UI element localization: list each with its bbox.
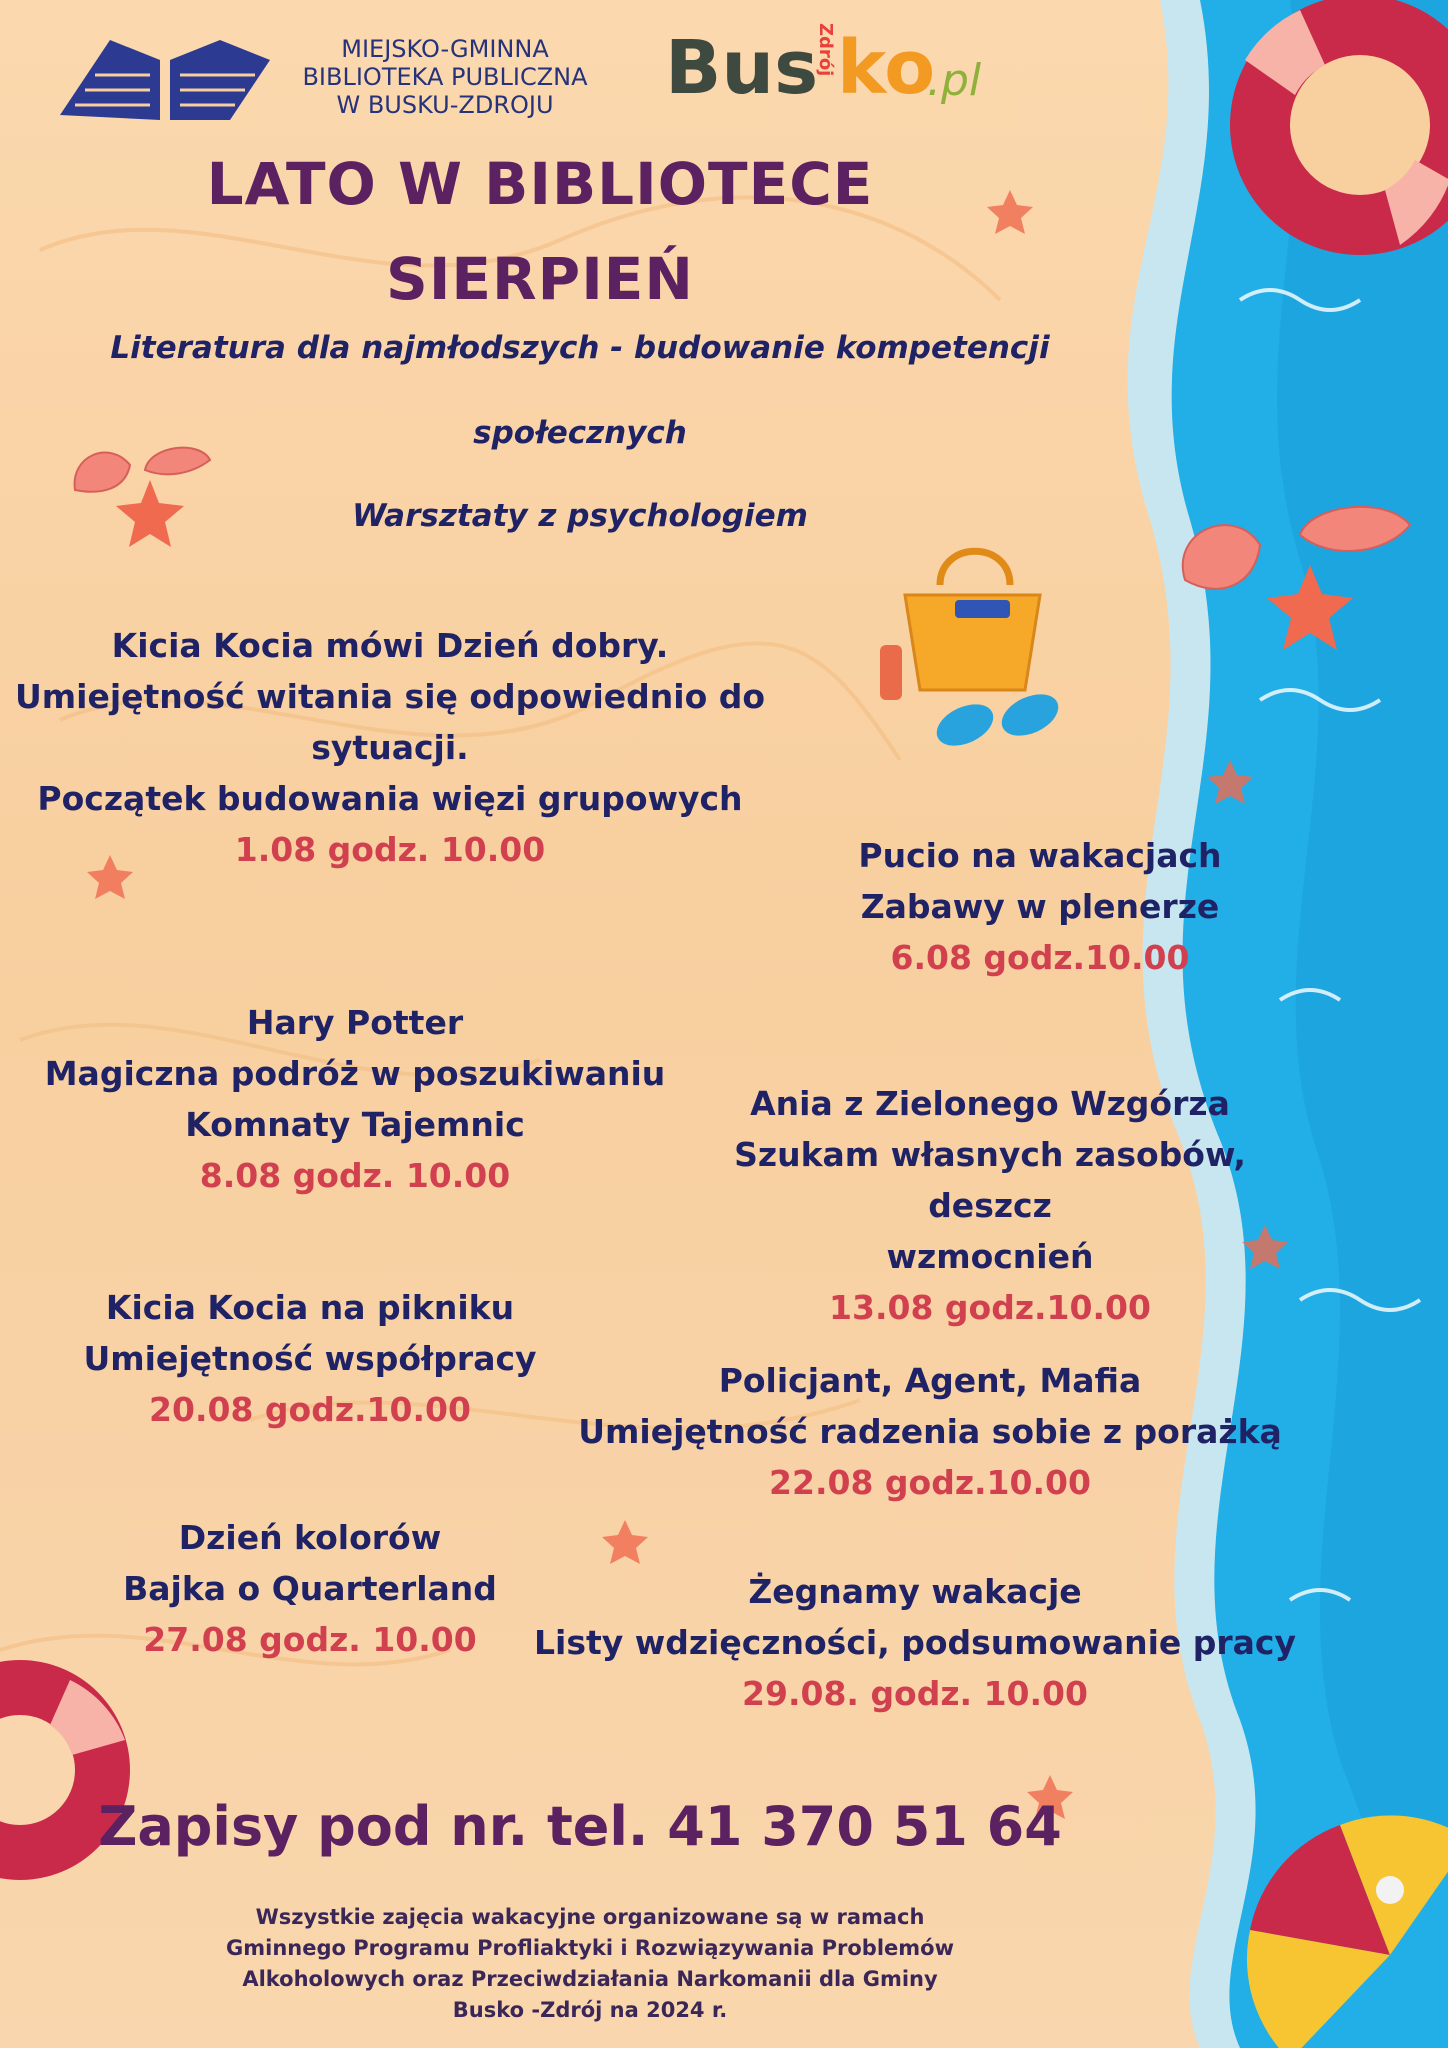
event-title: Kicia Kocia na pikniku	[105, 1288, 515, 1327]
event-6	[560, 1355, 1300, 1508]
busko-logo-bus: Bus	[665, 25, 819, 111]
event-date: 22.08 godz.10.00	[769, 1463, 1091, 1502]
event-date: 6.08 godz.10.00	[890, 938, 1190, 977]
subtitle-line3: Warsztaty z psychologiem	[352, 498, 808, 534]
event-desc: Umiejętność witania się odpowiednio do	[14, 677, 766, 716]
event-2	[790, 830, 1290, 983]
event-title: Dzień kolorów	[178, 1518, 442, 1557]
event-date: 27.08 godz. 10.00	[143, 1620, 477, 1659]
event-desc: Umiejętność współpracy	[83, 1339, 537, 1378]
subtitle-line1: Literatura dla najmłodszych - budowanie kompetencji	[110, 330, 1050, 366]
busko-logo-pl: .pl	[927, 55, 982, 106]
footer-note	[40, 1902, 1140, 2026]
event-1	[0, 620, 780, 875]
event-3	[30, 997, 680, 1201]
event-date: 20.08 godz.10.00	[149, 1390, 471, 1429]
footer-line1: Wszystkie zajęcia wakacyjne organizowane są w ramach	[255, 1905, 925, 1929]
library-name-line3: W BUSKU-ZDROJU	[336, 91, 554, 119]
event-7	[60, 1512, 560, 1665]
event-title: Policjant, Agent, Mafia	[718, 1361, 1142, 1400]
event-desc: Bajka o Quarterland	[123, 1569, 497, 1608]
event-title: Żegnamy wakacje	[748, 1572, 1082, 1611]
busko-logo	[665, 25, 995, 135]
busko-logo-zdroj: Zdrój	[815, 23, 836, 77]
event-desc: Komnaty Tajemnic	[185, 1105, 525, 1144]
registration-phone: Zapisy pod nr. tel. 41 370 51 64	[98, 1795, 1062, 1858]
event-desc: Magiczna podróż w poszukiwaniu	[44, 1054, 666, 1093]
library-name-line2: BIBLIOTEKA PUBLICZNA	[302, 63, 588, 91]
page-title: LATO W BIBLIOTECE	[206, 150, 874, 218]
footer-line3: Alkoholowych oraz Przeciwdziałania Narkomanii dla Gminy	[242, 1967, 938, 1991]
subtitle-line2: społecznych	[473, 415, 687, 451]
page-title-month: SIERPIEŃ	[386, 245, 694, 313]
footer-line4: Busko -Zdrój na 2024 r.	[452, 1998, 728, 2022]
event-desc: sytuacji.	[311, 728, 469, 767]
event-date: 8.08 godz. 10.00	[199, 1156, 511, 1195]
event-title: Kicia Kocia mówi Dzień dobry.	[111, 626, 669, 665]
event-desc: Początek budowania więzi grupowych	[37, 779, 743, 818]
footer-line2: Gminnego Programu Profliaktyki i Rozwiązywania Problemów	[226, 1936, 954, 1960]
event-desc: Listy wdzięczności, podsumowanie pracy	[533, 1623, 1296, 1662]
event-8	[520, 1566, 1310, 1719]
event-title: Pucio na wakacjach	[858, 836, 1222, 875]
event-desc: Umiejętność radzenia sobie z porażką	[578, 1412, 1282, 1451]
event-5	[40, 1282, 580, 1435]
library-logo	[50, 30, 275, 125]
library-name	[290, 35, 600, 119]
event-desc: Zabawy w plenerze	[860, 887, 1220, 926]
event-title: Hary Potter	[246, 1003, 464, 1042]
event-date: 13.08 godz.10.00	[829, 1288, 1151, 1327]
book-icon	[50, 30, 275, 125]
busko-logo-ko: ko	[837, 25, 936, 111]
event-desc: wzmocnień	[886, 1237, 1094, 1276]
event-date: 29.08. godz. 10.00	[742, 1674, 1088, 1713]
event-date: 1.08 godz. 10.00	[234, 830, 546, 869]
event-title: Ania z Zielonego Wzgórza	[750, 1084, 1230, 1123]
event-desc: Szukam własnych zasobów, deszcz	[734, 1135, 1246, 1225]
library-name-line1: MIEJSKO-GMINNA	[341, 35, 549, 63]
event-4	[700, 1078, 1280, 1333]
